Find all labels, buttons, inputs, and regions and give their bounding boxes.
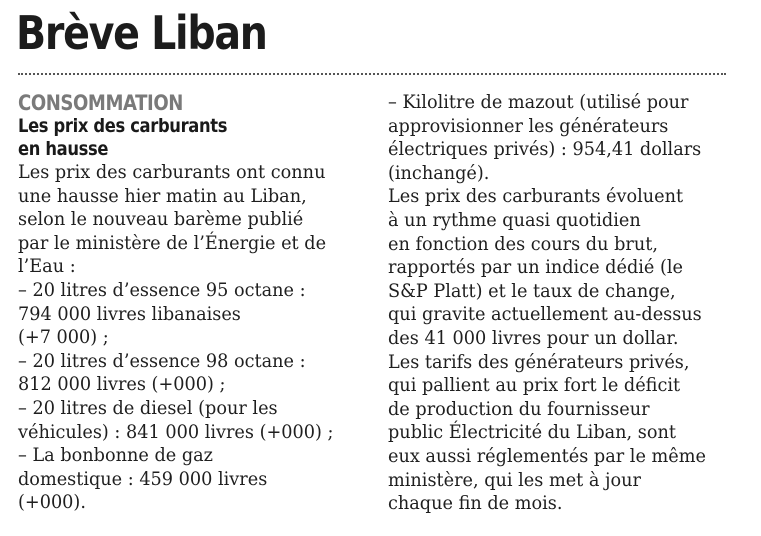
section-title: Brève Liban xyxy=(16,6,267,60)
text-line: – 20 litres d’essence 95 octane : xyxy=(18,278,306,301)
text-line: qui pallient au prix fort le déficit xyxy=(388,374,681,397)
text-line: par le ministère de l’Énergie et de xyxy=(18,231,327,254)
headline-line: en hausse xyxy=(18,138,109,160)
text-line: – Kilolitre de mazout (utilisé pour xyxy=(388,91,689,113)
text-line: de production du fournisseur xyxy=(388,397,650,420)
text-line: 794 000 livres libanaises xyxy=(18,302,241,325)
text-line: public Électricité du Liban, sont xyxy=(388,421,676,444)
text-line: Les prix des carburants ont connu xyxy=(18,161,326,183)
text-line: S&P Platt) et le taux de change, xyxy=(388,279,676,302)
text-line: 812 000 livres (+000) ; xyxy=(18,373,226,396)
text-line: (+7 000) ; xyxy=(18,326,109,349)
text-line: Les tarifs des générateurs privés, xyxy=(388,350,690,373)
text-line: ministère, qui les met à jour xyxy=(388,468,641,491)
text-line: des 41 000 livres pour un dollar. xyxy=(388,326,679,349)
text-line: véhicules) : 841 000 livres (+000) ; xyxy=(18,420,334,443)
headline-line: Les prix des carburants xyxy=(18,115,228,137)
rubric-label: CONSOMMATION xyxy=(18,91,183,115)
text-line: domestique : 459 000 livres xyxy=(18,467,268,490)
text-line: en fonction des cours du brut, xyxy=(388,232,658,255)
left-column-body xyxy=(18,161,349,515)
right-column xyxy=(388,91,748,516)
text-line: eux aussi réglementés par le même xyxy=(388,444,706,467)
text-line: approvisionner les générateurs xyxy=(388,114,669,137)
left-column xyxy=(18,91,374,515)
text-line: à un rythme quasi quotidien xyxy=(388,208,641,231)
text-line: Les prix des carburants évoluent xyxy=(388,185,684,208)
text-line: – 20 litres d’essence 98 octane : xyxy=(18,349,306,372)
text-line: – La bonbonne de gaz xyxy=(18,444,213,467)
text-line: selon le nouveau barème publié xyxy=(18,208,304,231)
text-line: qui gravite actuellement au-dessus xyxy=(388,303,702,326)
text-line: chaque fin de mois. xyxy=(388,492,563,515)
text-line: l’Eau : xyxy=(18,255,76,278)
text-line: une hausse hier matin au Liban, xyxy=(18,184,307,207)
text-line: (+000). xyxy=(18,491,86,514)
right-column-body xyxy=(388,91,723,516)
article-headline xyxy=(18,115,374,161)
text-line: – 20 litres de diesel (pour les xyxy=(18,396,278,419)
dotted-divider xyxy=(18,73,726,75)
text-line: (inchangé). xyxy=(388,161,490,184)
text-line: rapportés par un indice dédié (le xyxy=(388,256,683,279)
text-line: électriques privés) : 954,41 dollars xyxy=(388,138,702,161)
